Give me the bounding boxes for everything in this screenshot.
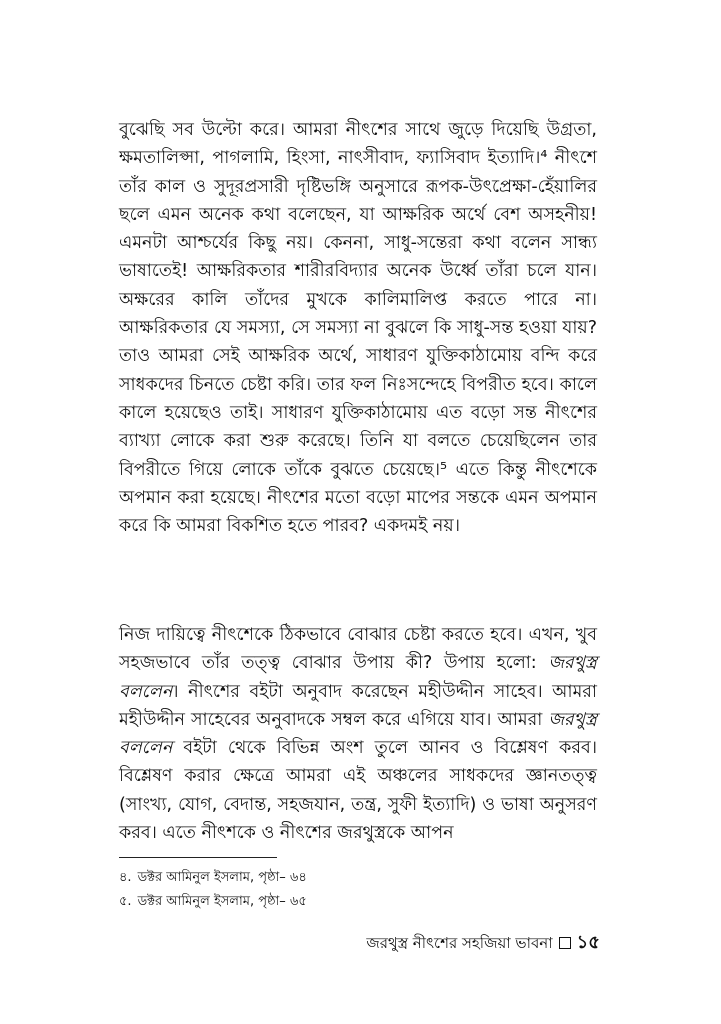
paragraph-2-text-c: । নীৎশের বইটা অনুবাদ করেছেন মহীউদ্দীন সাহেব। আমরা মহীউদ্দীন সাহেবের অনুবাদকে সম্বল করে এগিয়ে যাব। আমরা bbox=[119, 681, 597, 730]
footnotes bbox=[119, 866, 313, 914]
running-footer bbox=[366, 928, 600, 959]
footnote-text: ডক্টর আমিনুল ইসলাম, পৃষ্ঠা– ৬৫ bbox=[137, 894, 307, 909]
paragraph-2-text-a: নিজ দায়িত্বে নীৎশেকে ঠিকভাবে বোঝার চেষ্টা করতে হবে। এখন, খুব সহজভাবে তাঁর তত্ত্ব বোঝার উপায় কী? উপায় হলো: bbox=[119, 625, 597, 674]
footnote-item bbox=[119, 866, 313, 890]
book-title-italic-2: জরথুস্ত্র বললেন bbox=[119, 709, 597, 759]
page-number: ১৫ bbox=[576, 932, 600, 953]
footnote-text: ডক্টর আমিনুল ইসলাম, পৃষ্ঠা– ৬৪ bbox=[137, 870, 307, 885]
footnote-divider bbox=[119, 857, 277, 858]
body-paragraph-1: বুঝেছি সব উল্টো করে। আমরা নীৎশের সাথে জুড়ে দিয়েছি উগ্রতা, ক্ষমতালিপ্সা, পাগলামি, হিংসা, নাৎসীবাদ, ফ্যাসিবাদ ইত্যাদি।⁴ নীৎশে তাঁর কাল ও সুদূরপ্রসারী দৃষ্টিভঙ্গি অনুসারে রূপক-উৎপ্রেক্ষা-হেঁয়ালির ছলে এমন অনেক কথা বলেছেন, যা আক্ষরিক অর্থে বেশ অসহনীয়! এমনটা আশ্চর্যের কিছু নয়। কেননা, সাধু-সন্তেরা কথা বলেন সান্ধ্য ভাষাতেই! আক্ষরিকতার শারীরবিদ্যার অনেক উর্ধ্বে তাঁরা চলে যান। অক্ষরের কালি তাঁদের মুখকে কালিমালিপ্ত করতে পারে না। আক্ষরিকতার যে সমস্যা, সে সমস্যা না বুঝলে কি সাধু-সন্ত হওয়া যায়? তাও আমরা সেই আক্ষরিক অর্থে, সাধারণ যুক্তিকাঠামোয় বন্দি করে সাধকদের চিনতে চেষ্টা করি। তার ফল নিঃসন্দেহে বিপরীত হবে। কালে কালে হয়েছেও তাই। সাধারণ যুক্তিকাঠামোয় এত বড়ো সন্ত নীৎশের ব্যাখ্যা লোকে করা শুরু করেছে। তিনি যা বলতে চেয়েছিলেন তার বিপরীতে গিয়ে লোকে তাঁকে বুঝতে চেয়েছে।⁵ এতে কিন্তু নীৎশেকে অপমান করা হয়েছে। নীৎশের মতো বড়ো মাপের সন্তকে এমন অপমান করে কি আমরা বিকশিত হতে পারব? একদমই নয়। bbox=[119, 120, 597, 537]
book-title-italic-1: জরথুস্ত্র বললেন bbox=[119, 653, 597, 702]
body-paragraph-2 bbox=[119, 621, 597, 847]
footnote-number: ৫. bbox=[119, 894, 132, 909]
footnote-item bbox=[119, 890, 313, 914]
running-title: জরথুস্ত্র নীৎশের সহজিয়া ভাবনা bbox=[366, 934, 553, 952]
square-ornament-icon bbox=[559, 937, 571, 949]
paragraph-2-text-e: বইটা থেকে বিভিন্ন অংশ তুলে আনব ও বিশ্লেষণ করব। বিশ্লেষণ করার ক্ষেত্রে আমরা এই অঞ্চলের সাধকদের জ্ঞানতত্ত্ব (সাংখ্য, যোগ, বেদান্ত, সহজযান, তন্ত্র, সুফী ইত্যাদি) ও ভাষা অনুসরণ করব। এতে নীৎশকে ও নীৎশের জরথুস্ত্রকে আপন bbox=[119, 738, 597, 844]
footnote-number: ৪. bbox=[119, 870, 132, 885]
